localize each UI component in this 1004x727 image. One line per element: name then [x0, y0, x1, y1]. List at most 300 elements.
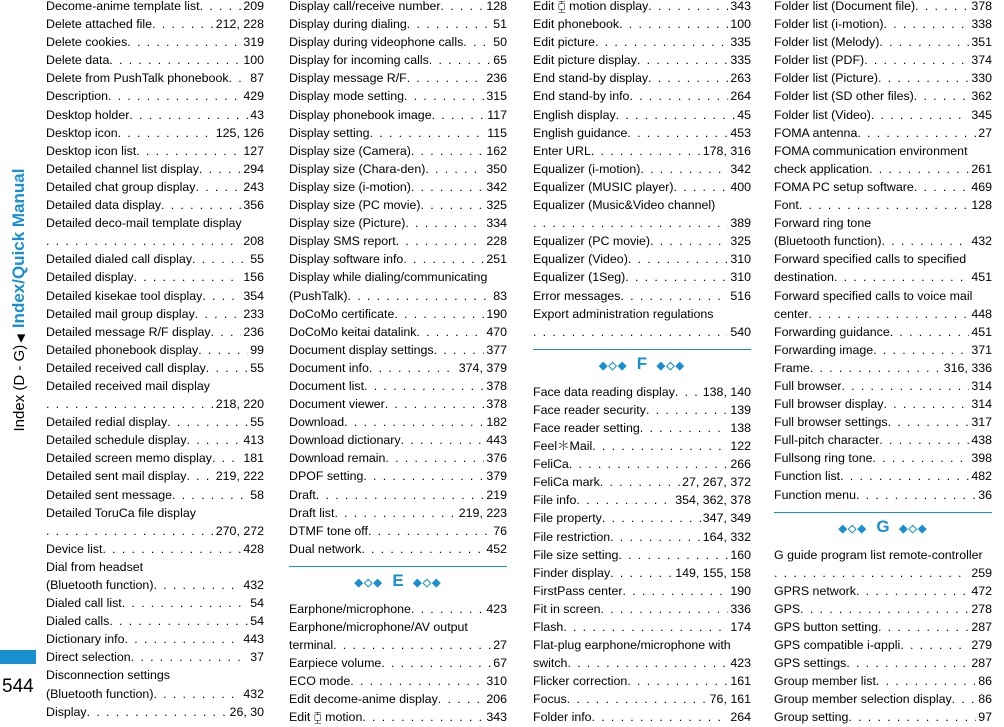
leader-dots: [385, 449, 484, 467]
leader-dots: [404, 87, 484, 105]
entry-pages: 117: [487, 107, 507, 122]
index-entry: [46, 232, 264, 250]
entry-term: Fullsong ring tone: [774, 451, 873, 466]
leader-dots: [411, 600, 484, 618]
entry-pages: 389: [730, 216, 751, 231]
entry-term: Document list: [289, 378, 365, 393]
index-entry: [774, 377, 992, 395]
leader-dots: [640, 160, 728, 178]
leader-dots: [563, 618, 728, 636]
leader-dots: [871, 106, 969, 124]
index-entry: [774, 582, 992, 600]
leader-dots: [799, 196, 970, 214]
leader-dots: [888, 413, 970, 431]
section-rule: [533, 349, 751, 350]
leader-dots: [878, 69, 969, 87]
index-entry: [533, 654, 751, 672]
leader-dots: [618, 546, 728, 564]
entry-term: Delete from PushTalk phonebook: [46, 71, 229, 86]
entry-term: GPS button setting: [774, 620, 879, 634]
leader-dots: [172, 486, 248, 504]
index-entry: [533, 214, 751, 232]
leader-dots: [87, 703, 228, 721]
index-entry: [774, 654, 992, 672]
entry-pages: 335: [730, 35, 751, 50]
entry-term: Folder list (Picture): [774, 71, 878, 86]
leader-dots: [195, 178, 241, 196]
leader-dots: [187, 467, 214, 485]
leader-dots: [914, 87, 970, 105]
index-entry: [46, 323, 264, 341]
index-entry: [533, 564, 751, 582]
index-entry: [533, 250, 751, 268]
entry-term: Draft list: [289, 505, 335, 520]
leader-dots: [900, 636, 969, 654]
entry-pages: 453: [730, 125, 751, 140]
leader-dots: [229, 69, 249, 87]
entry-pages: 212, 228: [215, 17, 264, 32]
entry-pages: 354, 362, 378: [675, 493, 751, 508]
index-entry: [533, 160, 751, 178]
index-entry: [774, 449, 992, 467]
entry-pages: 516: [730, 288, 751, 303]
section-heading: [774, 518, 992, 538]
entry-term: Document display settings: [289, 342, 434, 357]
index-entry: [46, 612, 264, 630]
leader-dots: [411, 178, 484, 196]
entry-term: Flash: [533, 620, 564, 634]
entry-term: Display software info: [289, 252, 404, 267]
entry-term: Delete attached file: [46, 17, 153, 32]
entry-term: Display during videophone calls: [289, 35, 464, 50]
leader-dots: [623, 582, 729, 600]
leader-dots: [881, 232, 969, 250]
section-header-g: [774, 510, 992, 542]
entry-pages: 378: [486, 378, 507, 393]
leader-dots: [344, 413, 484, 431]
index-entry: [774, 0, 992, 15]
entry-term: Error messages: [533, 288, 621, 303]
index-entry: [46, 395, 264, 413]
entry-pages: 362: [971, 89, 992, 104]
leader-dots: [648, 69, 728, 87]
index-entry: [289, 467, 507, 485]
entry-pages: 343: [486, 710, 507, 725]
entry-term: DoCoMo certificate: [289, 306, 395, 321]
leader-dots: [125, 630, 242, 648]
index-column-2: [289, 0, 507, 727]
entry-term: Folder list (i-motion): [774, 17, 884, 32]
entry-term: Full browser: [774, 378, 842, 393]
entry-pages: 128: [971, 198, 992, 213]
leader-dots: [646, 401, 728, 419]
entry-pages: 315: [486, 89, 507, 104]
entry-pages: 138, 140: [702, 384, 751, 399]
entry-term: Folder list (Document file): [774, 0, 916, 13]
entry-term: Desktop icon: [46, 125, 118, 140]
leader-dots: [620, 287, 728, 305]
entry-pages: 181: [243, 451, 264, 466]
entry-term: Delete data: [46, 53, 110, 68]
index-entry: [533, 419, 751, 437]
entry-pages: 310: [730, 270, 751, 285]
index-entry: [774, 600, 992, 618]
section-letter: G: [876, 516, 890, 536]
index-entry: [289, 33, 507, 51]
index-entry: [46, 359, 264, 377]
leader-dots: [198, 341, 248, 359]
entry-pages: 128: [486, 0, 507, 13]
index-entry: [533, 106, 751, 124]
entry-pages: 351: [971, 35, 992, 50]
index-entry: [533, 708, 751, 726]
leader-dots: [167, 413, 248, 431]
index-entry: [774, 486, 992, 504]
index-entry: [533, 618, 751, 636]
index-entry: [289, 672, 507, 690]
leader-dots: [629, 87, 728, 105]
index-entry: [289, 708, 507, 726]
entry-pages: 208: [243, 234, 264, 249]
entry-term: Detailed phonebook display: [46, 342, 199, 357]
index-entry: [46, 268, 264, 286]
entry-term: switch: [533, 656, 568, 671]
entry-pages: 149, 155, 158: [675, 565, 751, 580]
leader-dots: [628, 250, 728, 268]
entry-pages: 174: [730, 620, 751, 634]
leader-dots: [438, 690, 485, 708]
index-entry: [46, 486, 264, 504]
entry-term: Display phonebook image: [289, 107, 432, 122]
leader-dots: [206, 359, 248, 377]
index-entry: [289, 504, 507, 522]
leader-dots: [610, 564, 673, 582]
leader-dots: [129, 106, 248, 124]
entry-pages: 263: [730, 71, 751, 86]
leader-dots: [152, 15, 214, 33]
entry-pages: 270, 272: [215, 523, 264, 538]
index-entry-heading: Equalizer (Music&Video channel): [533, 198, 716, 213]
index-entry: [46, 522, 264, 540]
diamond-icon: ◆◇◆: [838, 522, 867, 535]
entry-term: Function menu: [774, 487, 856, 502]
entry-term: English guidance: [533, 125, 628, 140]
entry-term: Forwarding image: [774, 342, 874, 357]
leader-dots: [200, 0, 242, 15]
index-entry: [774, 672, 992, 690]
index-entry: [533, 178, 751, 196]
entry-pages: 310: [730, 252, 751, 267]
entry-term: (PushTalk): [289, 288, 348, 303]
leader-dots: [533, 323, 728, 341]
leader-dots: [348, 287, 492, 305]
index-entry: [774, 359, 992, 377]
entry-pages: 261: [971, 161, 992, 176]
index-entry-heading: Detailed deco-mail template display: [46, 216, 242, 231]
entry-term: destination: [774, 270, 834, 285]
entry-term: Dictionary info: [46, 632, 125, 647]
entry-pages: 374: [971, 53, 992, 68]
leader-dots: [648, 0, 728, 15]
entry-pages: 342: [730, 161, 751, 176]
leader-dots: [411, 142, 484, 160]
entry-pages: 83: [493, 288, 507, 303]
entry-pages: 330: [971, 71, 992, 86]
entry-term: Face data reading display: [533, 384, 675, 399]
leader-dots: [591, 142, 701, 160]
entry-pages: 161: [730, 674, 751, 689]
entry-pages: 354: [243, 288, 264, 303]
entry-pages: 371: [971, 342, 992, 357]
leader-dots: [108, 87, 241, 105]
entry-pages: 314: [971, 378, 992, 393]
leader-dots: [46, 395, 214, 413]
entry-pages: 37: [250, 650, 264, 665]
entry-pages: 451: [971, 270, 992, 285]
entry-term: Detailed received call display: [46, 360, 206, 375]
entry-pages: 243: [243, 179, 264, 194]
entry-term: Detailed data display: [46, 198, 162, 213]
entry-term: DPOF setting: [289, 469, 364, 484]
leader-dots: [673, 178, 728, 196]
index-entry: [533, 268, 751, 286]
entry-term: GPS settings: [774, 656, 847, 671]
entry-term: Detailed schedule display: [46, 433, 187, 448]
index-entry: [289, 160, 507, 178]
index-entry: [46, 648, 264, 666]
entry-pages: 356: [243, 198, 264, 213]
entry-term: Full-pitch character: [774, 433, 880, 448]
entry-term: Direct selection: [46, 650, 131, 665]
entry-term: Display during dialing: [289, 17, 407, 32]
leader-dots: [846, 654, 969, 672]
index-entry: [289, 305, 507, 323]
leader-dots: [576, 491, 673, 509]
leader-dots: [161, 196, 241, 214]
entry-pages: 325: [486, 198, 507, 213]
leader-dots: [133, 268, 241, 286]
entry-pages: 310: [486, 674, 507, 689]
entry-term: (Bluetooth function): [46, 686, 154, 701]
entry-term: Edit ⧮ motion display: [533, 0, 649, 13]
index-entry-heading: G guide program list remote-controller: [774, 547, 983, 562]
entry-term: Function list: [774, 469, 841, 484]
entry-pages: 190: [730, 583, 751, 598]
entry-pages: 432: [243, 686, 264, 701]
diamond-icon: ◆◇◆: [413, 576, 442, 589]
entry-pages: 540: [730, 324, 751, 339]
section-title: Index/Quick Manual: [9, 168, 28, 329]
entry-pages: 236: [486, 71, 507, 86]
entry-term: Dialed calls: [46, 614, 110, 629]
entry-pages: 325: [730, 234, 751, 249]
leader-dots: [385, 395, 485, 413]
index-entry: [533, 582, 751, 600]
entry-term: Desktop holder: [46, 107, 130, 122]
index-entry: [289, 486, 507, 504]
entry-pages: 206: [486, 692, 507, 707]
entry-term: DTMF tone off: [289, 523, 368, 538]
entry-pages: 377: [486, 342, 507, 357]
entry-term: Desktop icon list: [46, 143, 137, 158]
index-entry: [289, 124, 507, 142]
index-entry: [289, 15, 507, 33]
index-entry: [533, 15, 751, 33]
entry-pages: 413: [243, 433, 264, 448]
entry-term: Display size (i-motion): [289, 179, 411, 194]
entry-term: Document info: [289, 360, 369, 375]
leader-dots: [199, 160, 241, 178]
index-entry: [46, 250, 264, 268]
index-entry-heading: Export administration regulations: [533, 306, 714, 321]
leader-dots: [381, 654, 491, 672]
entry-pages: 27: [978, 125, 992, 140]
entry-term: Edit decome-anime display: [289, 692, 438, 707]
entry-pages: 51: [493, 17, 507, 32]
index-entry: [533, 455, 751, 473]
entry-term: Group member selection display: [774, 692, 952, 707]
index-entry: [46, 630, 264, 648]
entry-term: Focus: [533, 692, 567, 707]
index-entry: [774, 268, 992, 286]
index-entry-heading: Earphone/microphone/AV output: [289, 620, 468, 634]
index-column-3: [533, 0, 751, 727]
leader-dots: [361, 540, 484, 558]
index-entry: [289, 287, 507, 305]
leader-dots: [610, 528, 701, 546]
entry-pages: 45: [737, 107, 751, 122]
leader-dots: [118, 124, 214, 142]
entry-pages: 316, 336: [943, 360, 992, 375]
entry-term: Face reader setting: [533, 420, 640, 435]
entry-pages: 429: [243, 89, 264, 104]
entry-term: Display: [46, 704, 87, 719]
leader-dots: [873, 449, 970, 467]
entry-pages: 294: [243, 161, 264, 176]
index-entry-heading: Display while dialing/communicating: [289, 270, 488, 285]
leader-dots: [350, 672, 484, 690]
entry-pages: 251: [486, 252, 507, 267]
entry-term: Delete cookies: [46, 35, 128, 50]
entry-pages: 345: [971, 107, 992, 122]
entry-term: Display size (Chara-den): [289, 161, 426, 176]
page-number: 544: [2, 676, 34, 697]
index-entry: [46, 51, 264, 69]
index-entry: [46, 305, 264, 323]
entry-term: Folder list (Melody): [774, 35, 880, 50]
leader-dots: [362, 708, 484, 726]
entry-pages: 178, 316: [702, 143, 751, 158]
index-entry: [289, 323, 507, 341]
entry-term: Fit in screen: [533, 601, 601, 616]
leader-dots: [421, 196, 485, 214]
entry-term: Group member list: [774, 674, 876, 689]
leader-dots: [595, 33, 728, 51]
entry-pages: 219, 223: [458, 505, 507, 520]
index-entry: [533, 509, 751, 527]
entry-term: GPS: [774, 601, 801, 616]
index-entry: [533, 142, 751, 160]
entry-pages: 438: [971, 433, 992, 448]
entry-term: Detailed dialed call display: [46, 252, 193, 267]
entry-pages: 378: [971, 0, 992, 13]
leader-dots: [883, 15, 969, 33]
entry-term: File restriction: [533, 529, 611, 544]
entry-term: Detailed kisekae tool display: [46, 288, 203, 303]
entry-pages: 266: [730, 457, 751, 472]
index-entry: [533, 437, 751, 455]
index-entry: [774, 51, 992, 69]
index-entry: [774, 690, 992, 708]
leader-dots: [202, 287, 241, 305]
entry-pages: 139: [730, 402, 751, 417]
entry-pages: 55: [250, 360, 264, 375]
section-rule: [774, 512, 992, 513]
entry-term: Folder list (SD other files): [774, 89, 914, 104]
entry-pages: 27, 267, 372: [682, 475, 751, 490]
leader-dots: [640, 419, 729, 437]
leader-dots: [808, 305, 969, 323]
entry-pages: 264: [730, 710, 751, 725]
leader-dots: [153, 576, 241, 594]
index-entry: [774, 431, 992, 449]
leader-dots: [884, 395, 970, 413]
diamond-icon: ◆◇◆: [656, 359, 686, 372]
entry-pages: 219, 222: [215, 469, 264, 484]
entry-pages: 115: [487, 125, 507, 140]
entry-term: Display size (PC movie): [289, 198, 421, 213]
leader-dots: [463, 33, 491, 51]
entry-term: English display: [533, 107, 616, 122]
entry-pages: 86: [978, 674, 992, 689]
leader-dots: [432, 106, 486, 124]
index-entry: [533, 69, 751, 87]
entry-pages: 443: [243, 632, 264, 647]
entry-term: Download dictionary: [289, 433, 401, 448]
leader-dots: [619, 15, 728, 33]
entry-pages: 400: [730, 179, 751, 194]
entry-pages: 160: [730, 547, 751, 562]
index-entry: [774, 341, 992, 359]
index-entry: [533, 546, 751, 564]
entry-pages: 278: [971, 601, 992, 616]
index-entry: [289, 359, 507, 377]
entry-term: FeliCa mark: [533, 475, 600, 490]
entry-pages: 423: [730, 656, 751, 671]
leader-dots: [625, 268, 728, 286]
index-entry-heading: FOMA communication environment: [774, 143, 968, 158]
entry-term: Earphone/microphone: [289, 601, 411, 616]
leader-dots: [333, 636, 491, 654]
entry-pages: 87: [250, 71, 264, 86]
index-entry: [46, 576, 264, 594]
leader-dots: [396, 232, 485, 250]
entry-pages: 36: [978, 487, 992, 502]
leader-dots: [334, 504, 456, 522]
leader-dots: [441, 0, 485, 15]
index-entry: [533, 287, 751, 305]
entry-pages: 314: [971, 397, 992, 412]
entry-pages: 55: [250, 415, 264, 430]
leader-dots: [192, 250, 248, 268]
leader-dots: [856, 582, 969, 600]
entry-term: Decome-anime template list: [46, 0, 200, 13]
entry-pages: 218, 220: [215, 397, 264, 412]
index-entry: [46, 431, 264, 449]
entry-pages: 350: [486, 161, 507, 176]
index-entry: [774, 196, 992, 214]
index-entry: [533, 51, 751, 69]
